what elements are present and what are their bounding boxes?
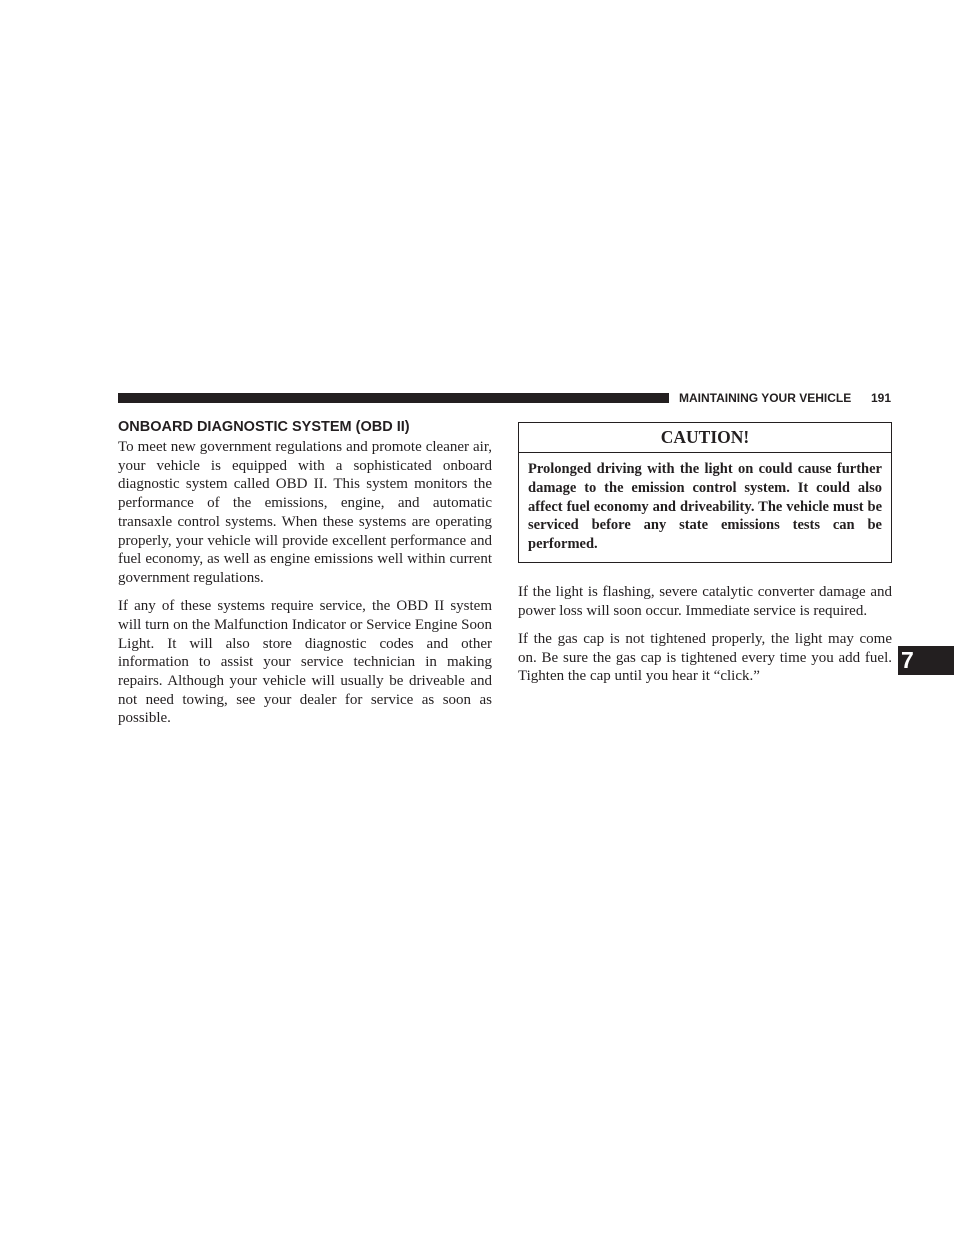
paragraph: To meet new government regulations and promote cleaner air, your vehicle is equipped with a sophisticated onboard diagnostic system called OBD II. This system monitors the performance of the emissions, engine, and automatic transaxle control systems. When these systems are operating properly, your vehicle will provide excellent performance and fuel economy, as well as engine emissions well within current government regulations.: [118, 439, 492, 586]
header-rule: [118, 393, 669, 403]
paragraph: If any of these systems require service, the OBD II system will turn on the Malfunction Indicator or Service Engine Soon Light. It will also store diagnostic codes and other information to assist your service technician in making repairs. Although your vehicle will usually be driveable and not need towing, see your dealer for service as soon as possible.: [118, 598, 492, 727]
page-number: 191: [870, 391, 891, 405]
paragraph: If the gas cap is not tightened properly, the light may come on. Be sure the gas cap is tightened every time you add fuel. Tighten the cap until you hear it “click.”: [518, 630, 892, 685]
caution-text: Prolonged driving with the light on could cause further damage to the emission control system. It could also affect fuel economy and driveability. The vehicle must be serviced before any state emissions tests can be performed.: [528, 461, 882, 553]
right-column: [518, 422, 892, 696]
paragraph: If the light is flashing, severe catalytic converter damage and power loss will soon occur. Immediate service is required.: [518, 583, 892, 619]
left-column: [118, 418, 492, 738]
running-header: [679, 390, 891, 406]
chapter-tab: 7: [898, 646, 954, 675]
caution-box: [518, 422, 892, 563]
header-section-title: MAINTAINING YOUR VEHICLE: [679, 391, 852, 405]
section-title: ONBOARD DIAGNOSTIC SYSTEM (OBD II): [118, 419, 410, 435]
caution-title: CAUTION!: [519, 423, 891, 453]
